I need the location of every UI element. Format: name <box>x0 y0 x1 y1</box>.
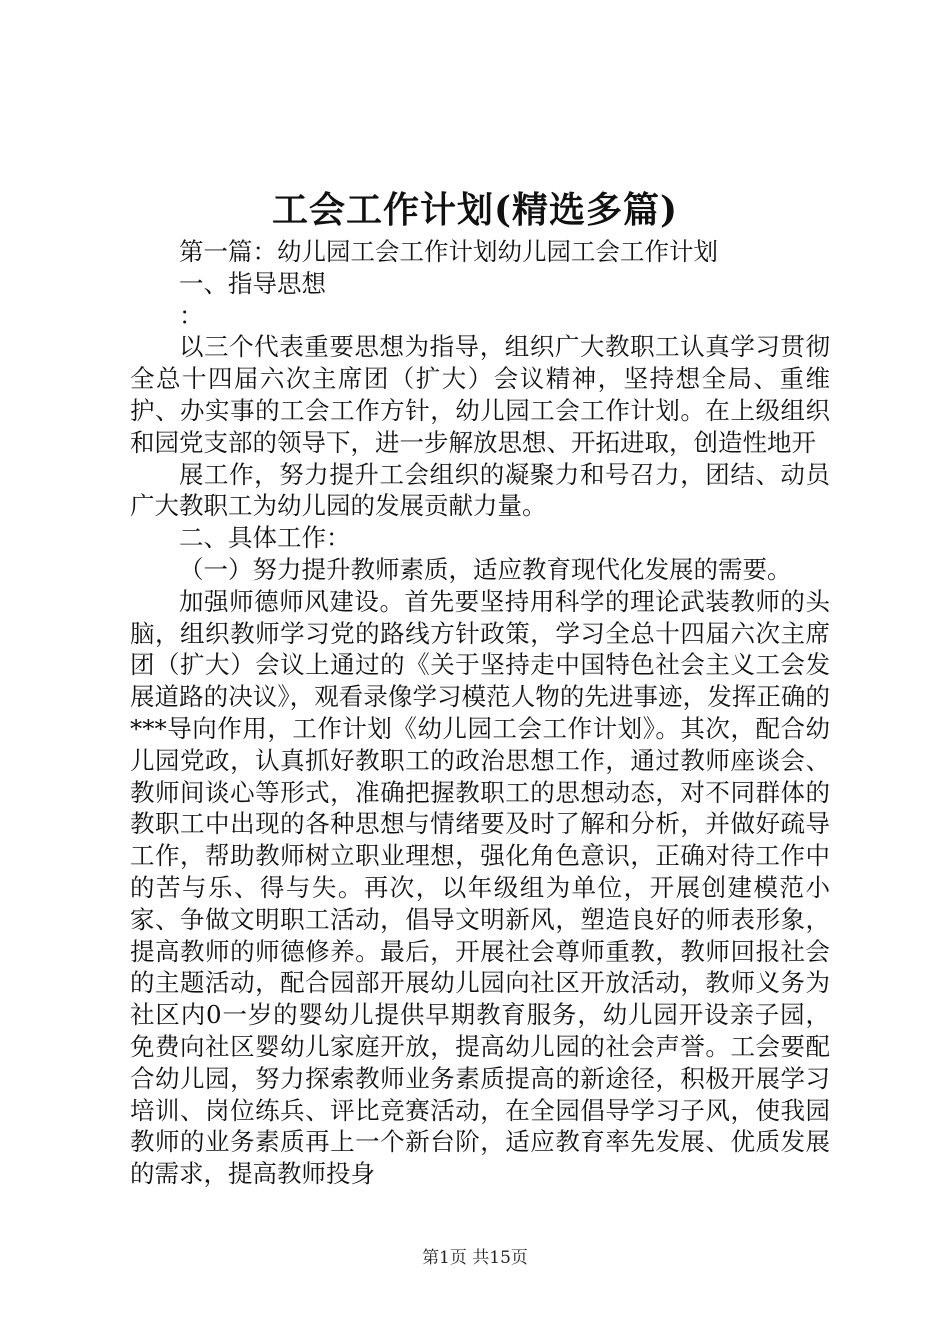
paragraph-colon: ： <box>179 300 204 330</box>
paragraph-subheading-teacher-quality: （一）努力提升教师素质，适应教育现代化发展的需要。 <box>179 554 792 584</box>
document-title: 工会工作计划(精选多篇) <box>271 189 679 231</box>
paragraph-guiding-continued: 展工作，努力提升工会组织的凝聚力和号召力，团结、动员广大教职工为幼儿园的发展贡献力量。 <box>130 459 830 521</box>
paragraph-section-heading: 第一篇：幼儿园工会工作计划幼儿园工会工作计划 <box>179 237 718 266</box>
paragraph-heading-specific-work: 二、具体工作： <box>179 523 351 553</box>
document-body <box>130 236 830 1190</box>
paragraph-guiding-text: 以三个代表重要思想为指导，组织广大教职工认真学习贯彻全总十四届六次主席团（扩大）会议精神，坚持想全局、重维护、办实事的工会工作方针，幼儿园工会工作计划。在上级组织和园党支部的领导下，进一步解放思想、开拓进取，创造性地开 <box>130 332 830 457</box>
paragraph-heading-guiding-thought: 一、指导思想 <box>179 268 326 298</box>
paragraph-ethics-construction: 加强师德师风建设。首先要坚持用科学的理论武装教师的头脑，组织教师学习党的路线方针政策，学习全总十四届六次主席团（扩大）会议上通过的《关于坚持走中国特色社会主义工会发展道路的决议》，观看录像学习模范人物的先进事迹，发挥正确的***导向作用，工作计划《幼儿园工会工作计划》。其次，配合幼儿园党政，认真抓好教职工的政治思想工作，通过教师座谈会、教师间谈心等形式，准确把握教职工的思想动态，对不同群体的教职工中出现的各种思想与情绪要及时了解和分析，并做好疏导工作，帮助教师树立职业理想，强化角色意识，正确对待工作中的苦与乐、得与失。再次，以年级组为单位，开展创建模范小家、争做文明职工活动，倡导文明新风，塑造良好的师表形象，提高教师的师德修养。最后，开展社会尊师重教，教师回报社会的主题活动，配合园部开展幼儿园向社区开放活动，教师义务为社区内0一岁的婴幼儿提供早期教育服务，幼儿园开设亲子园，免费向社区婴幼儿家庭开放，提高幼儿园的社会声誉。工会要配合幼儿园，努力探索教师业务素质提高的新途径，积极开展学习培训、岗位练兵、评比竞赛活动，在全园倡导学习子风，使我园教师的业务素质再上一个新台阶，适应教育率先发展、优质发展的需求，提高教师投身 <box>130 586 830 1189</box>
page-number-footer: 第1页 共15页 <box>422 1248 528 1268</box>
